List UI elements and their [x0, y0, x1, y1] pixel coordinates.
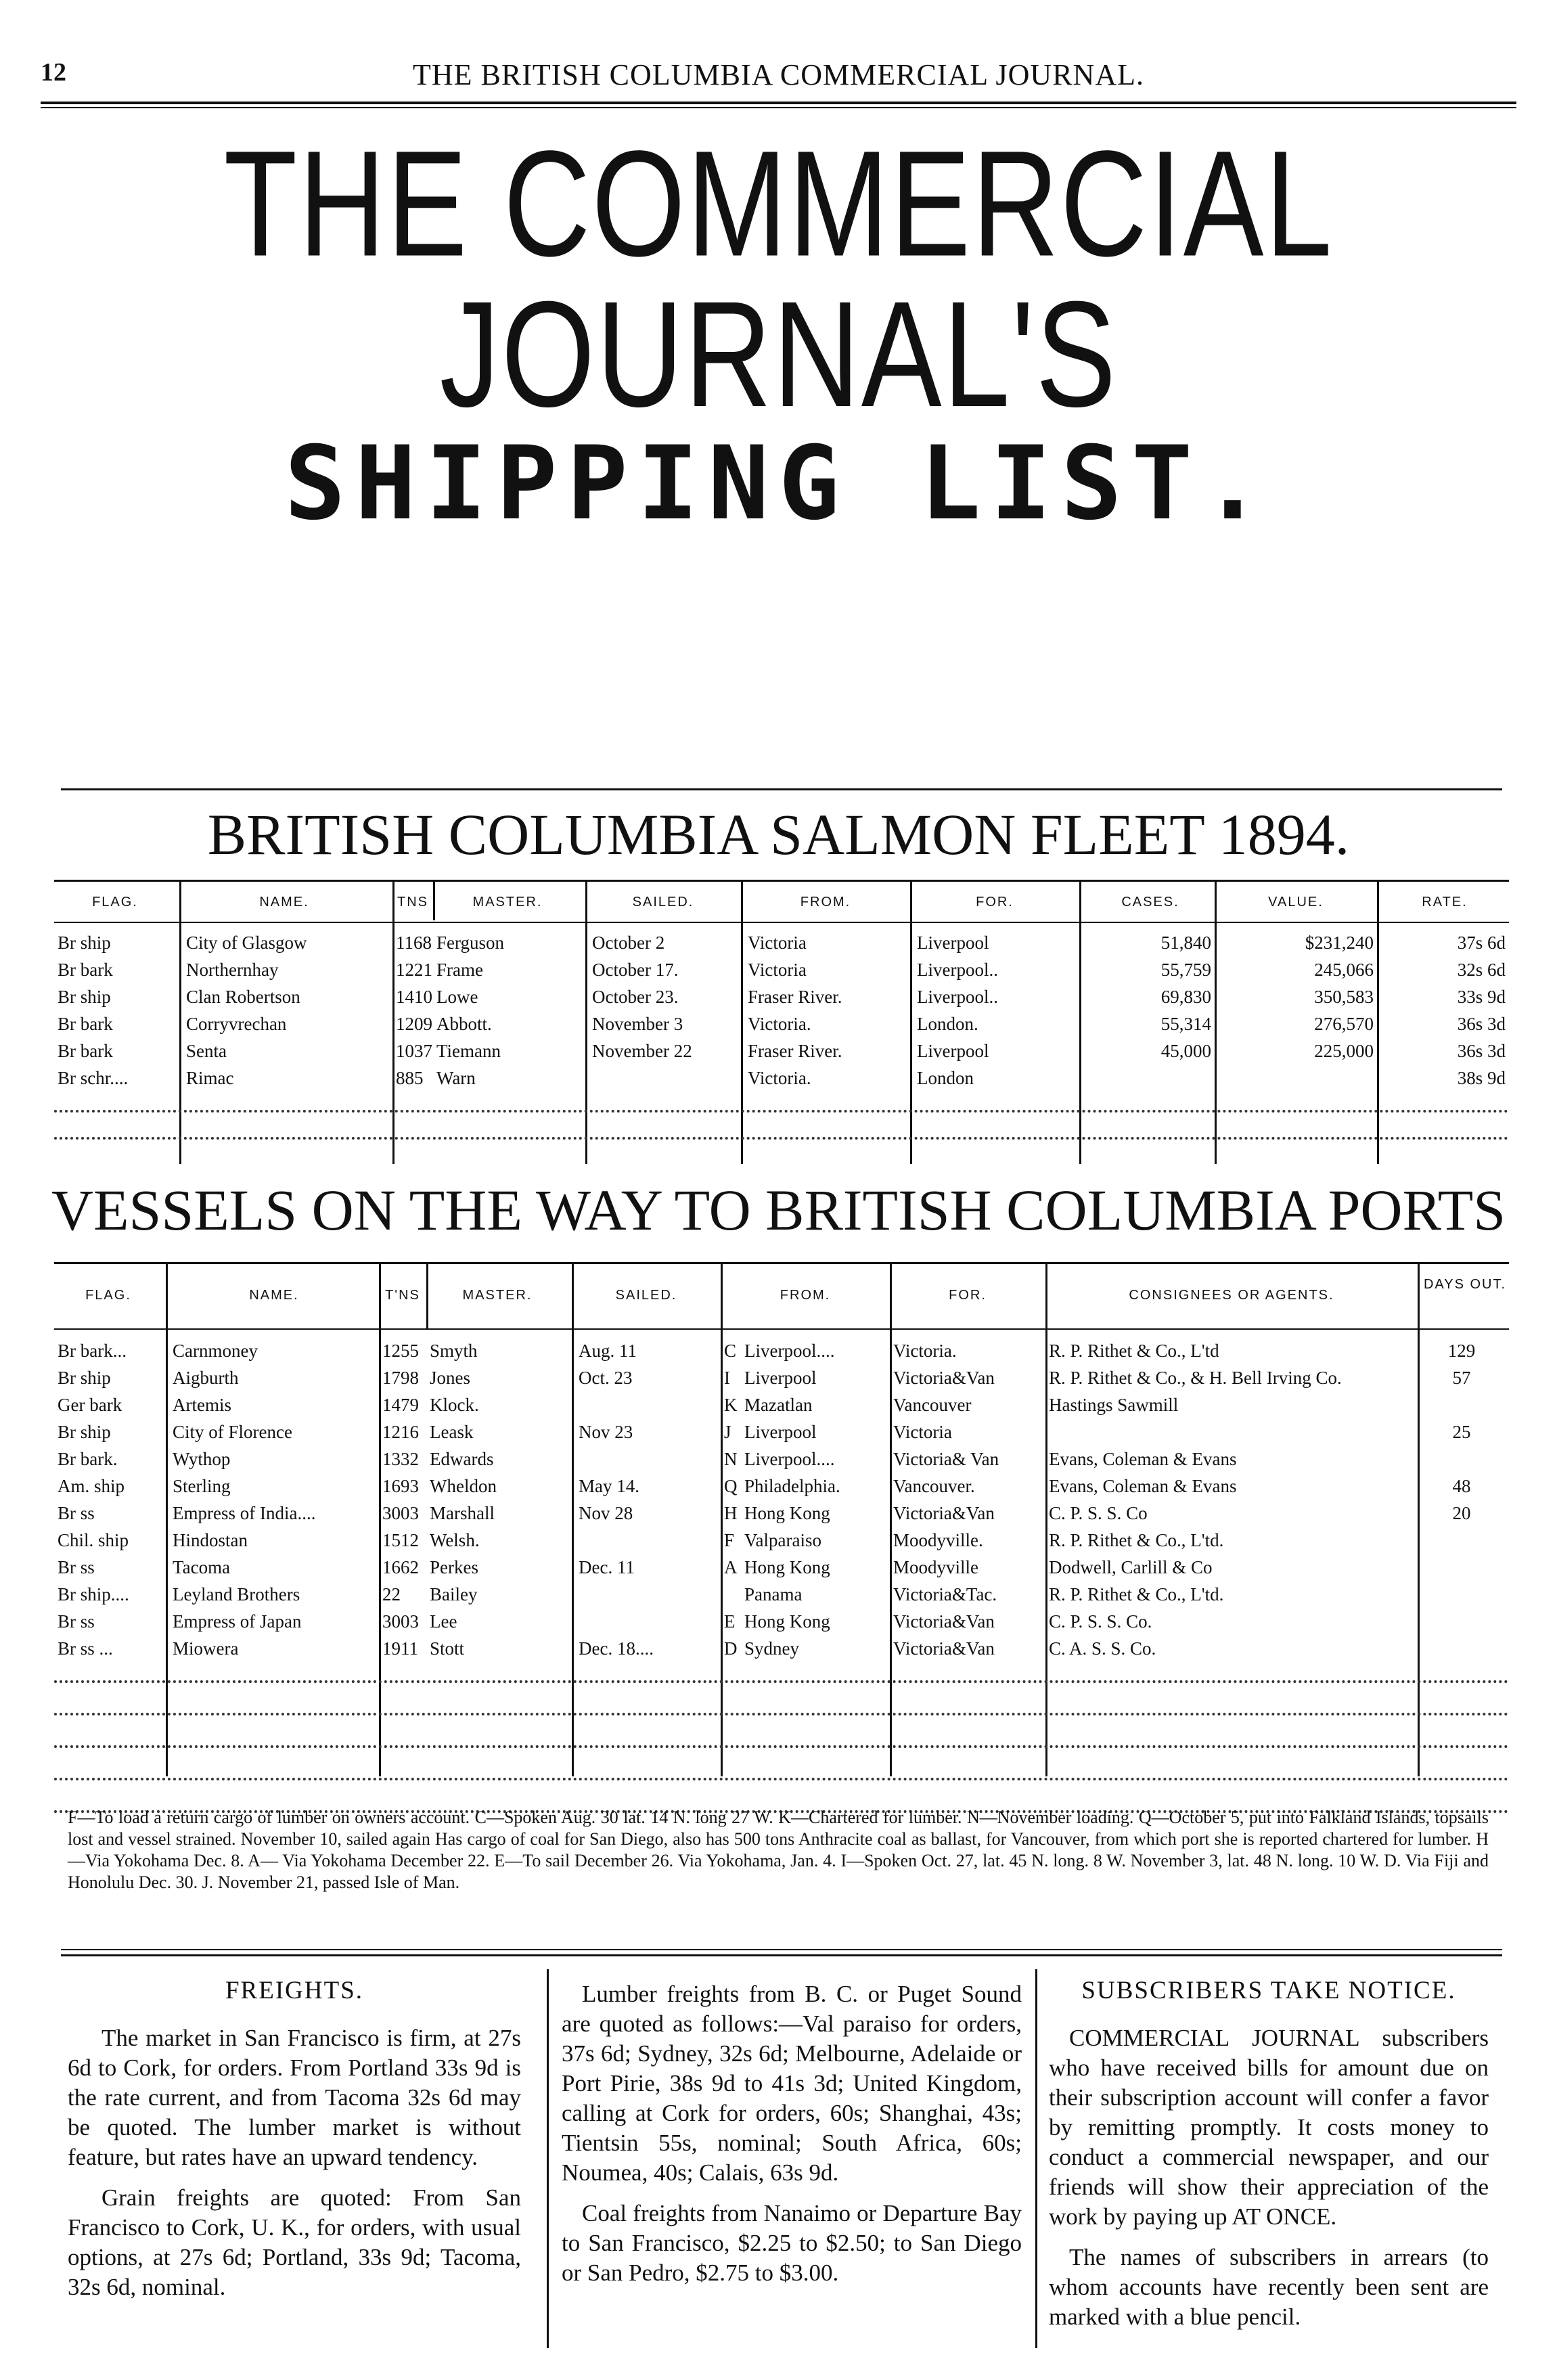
fleet-cell-flag: Br bark	[58, 1041, 113, 1061]
fleet-header-cases: CASES.	[1121, 895, 1179, 910]
subscribers-paragraph-1: COMMERCIAL JOURNAL subscribers who have received bills for amount due on their subscription account will confer a favor by remitting promptly. It costs money to conduct a commercial newspaper, and our friends will show their appreciation of the work by paying up AT ONCE.	[1049, 2025, 1489, 2230]
vessel-cell-consignees: Evans, Coleman & Evans	[1049, 1449, 1237, 1469]
vessels-footnote: F—To load a return cargo of lumber on owners account. C—Spoken Aug. 30 lat. 14 N. long 27 W. K—Chartered for lumber. N—November loading. Q—October 5, put into Falkland Islands, topsails lost and vessel strained. November 10, sailed again Has cargo of coal for San Diego, also has 500 tons Anthracite coal as ballast, for Vancouver, from which port she is reported chartered for lumber. H—Via Yokohama Dec. 8. A— Via Yokohama December 22. E—To sail December 26. Via Yokohama, Jan. 4. I—Spoken Oct. 27, lat. 45 N. long. 8 W. November 3, lat. 48 N. long. 10 W. D. Via Fiji and Honolulu Dec. 30. J. November 21, passed Isle of Man.	[68, 1808, 1489, 1892]
vessel-cell-tons: 1332	[382, 1449, 419, 1469]
vessel-cell-tons: 1216	[382, 1422, 419, 1442]
vessel-cell-for: Victoria	[893, 1422, 952, 1442]
fleet-cell-from: Fraser River.	[748, 987, 842, 1007]
fleet-cell-rate: 37s 6d	[1457, 933, 1506, 953]
fleet-cell-flag: Br schr....	[58, 1068, 129, 1088]
fleet-header-rule	[54, 880, 1509, 882]
vessel-cell-days: 25	[1452, 1422, 1471, 1442]
subscribers-heading: SUBSCRIBERS TAKE NOTICE.	[1081, 1977, 1456, 2004]
fleet-col-sep	[585, 880, 587, 1164]
fleet-cell-rate: 36s 3d	[1457, 1014, 1506, 1034]
subscribers-column	[1049, 1976, 1489, 2343]
fleet-cell-from: Victoria.	[748, 1014, 811, 1034]
vessel-cell-from: Hong Kong	[744, 1557, 830, 1577]
fleet-cell-tons: 1410	[396, 987, 432, 1007]
vessel-cell-code: J	[724, 1422, 731, 1442]
vessel-cell-consignees: R. P. Rithet & Co., & H. Bell Irving Co.	[1049, 1368, 1342, 1388]
fleet-empty-row	[54, 1110, 1509, 1113]
vessel-cell-sailed: May 14.	[579, 1476, 639, 1496]
fleet-header-flag: FLAG.	[92, 895, 138, 910]
vessel-cell-code: C	[724, 1341, 737, 1361]
vessel-cell-name: Tacoma	[173, 1557, 231, 1577]
fleet-cell-for: Liverpool	[917, 1041, 989, 1061]
vessel-cell-master: Klock.	[430, 1395, 479, 1415]
vessel-cell-name: Empress of India....	[173, 1503, 316, 1523]
fleet-cell-value: 350,583	[1314, 987, 1374, 1007]
vessel-empty-row	[54, 1680, 1509, 1683]
fleet-cell-cases: 51,840	[1160, 933, 1211, 953]
vessel-cell-consignees: R. P. Rithet & Co., L'td	[1049, 1341, 1219, 1361]
vessel-cell-from: Hong Kong	[744, 1611, 830, 1632]
fleet-cell-name: Senta	[186, 1041, 227, 1061]
vessel-cell-flag: Br ss	[58, 1557, 95, 1577]
vessel-empty-row	[54, 1713, 1509, 1715]
vessel-cell-code: A	[724, 1557, 738, 1577]
vessel-cell-master: Smyth	[430, 1341, 478, 1361]
fleet-cell-for: Liverpool..	[917, 960, 998, 980]
vessel-cell-tons: 1512	[382, 1530, 419, 1550]
vessels-header-for: FOR.	[949, 1288, 987, 1303]
vessel-cell-consignees: Evans, Coleman & Evans	[1049, 1476, 1237, 1496]
vessels-header-tons: T'NS	[385, 1288, 420, 1303]
vessel-empty-row	[54, 1778, 1509, 1780]
lumber-freights-column	[562, 1979, 1022, 2299]
vessel-cell-days: 57	[1452, 1368, 1471, 1388]
vessel-cell-from: Liverpool	[744, 1368, 817, 1388]
fleet-header-for: FOR.	[976, 895, 1014, 910]
fleet-header-from: FROM.	[800, 895, 851, 910]
fleet-cell-from: Fraser River.	[748, 1041, 842, 1061]
vessel-cell-from: Sydney	[744, 1638, 799, 1659]
fleet-cell-for: London	[917, 1068, 974, 1088]
vessels-col-sep	[379, 1262, 381, 1776]
fleet-cell-from: Victoria	[748, 933, 807, 953]
vessel-cell-tons: 1693	[382, 1476, 419, 1496]
vessel-cell-from: Mazatlan	[744, 1395, 813, 1415]
bottom-section-rule-thick	[61, 1954, 1502, 1956]
vessel-cell-master: Marshall	[430, 1503, 495, 1523]
vessel-cell-master: Welsh.	[430, 1530, 480, 1550]
vessels-header-bottom-rule	[54, 1328, 1509, 1330]
fleet-header-value: VALUE.	[1268, 895, 1324, 910]
fleet-cell-master: Lowe	[436, 987, 478, 1007]
vessel-cell-from: Liverpool....	[744, 1449, 835, 1469]
fleet-cell-master: Tiemann	[436, 1041, 501, 1061]
vessel-cell-tons: 1662	[382, 1557, 419, 1577]
vessel-cell-flag: Ger bark	[58, 1395, 122, 1415]
freights-paragraph-1: The market in San Francisco is firm, at 27s 6d to Cork, for orders. From Portland 33s 9d is the rate current, and from Tacoma 32s 6d may be quoted. The lumber market is without feature, but rates have an upward tendency.	[68, 2025, 521, 2170]
vessels-header-from: FROM.	[780, 1288, 831, 1303]
vessel-cell-name: Miowera	[173, 1638, 239, 1659]
fleet-cell-rate: 33s 9d	[1457, 987, 1506, 1007]
fleet-header-bottom-rule	[54, 922, 1509, 923]
vessel-cell-code: D	[724, 1638, 738, 1659]
vessel-cell-name: Aigburth	[173, 1368, 239, 1388]
column-rule	[547, 1969, 549, 2348]
vessel-cell-consignees: C. A. S. S. Co.	[1049, 1638, 1156, 1659]
fleet-cell-tons: 1221	[396, 960, 432, 980]
vessel-cell-from: Panama	[744, 1584, 803, 1604]
vessel-cell-tons: 1911	[382, 1638, 418, 1659]
fleet-cell-flag: Br bark	[58, 1014, 113, 1034]
fleet-cell-sailed: November 3	[592, 1014, 683, 1034]
vessel-cell-flag: Br ship	[58, 1422, 111, 1442]
vessel-cell-flag: Br ss	[58, 1503, 95, 1523]
fleet-cell-rate: 32s 6d	[1457, 960, 1506, 980]
fleet-empty-row	[54, 1137, 1509, 1140]
vessel-cell-for: Moodyville.	[893, 1530, 983, 1550]
vessel-cell-sailed: Dec. 11	[579, 1557, 635, 1577]
vessel-cell-for: Victoria&Van	[893, 1638, 995, 1659]
vessel-cell-flag: Am. ship	[58, 1476, 125, 1496]
vessels-col-sep	[166, 1262, 168, 1776]
fleet-col-sep	[1377, 880, 1379, 1164]
vessel-cell-tons: 3003	[382, 1503, 419, 1523]
fleet-cell-rate: 36s 3d	[1457, 1041, 1506, 1061]
shipping-list-title: SHIPPING LIST.	[284, 425, 1273, 543]
vessel-cell-consignees: Dodwell, Carlill & Co	[1049, 1557, 1213, 1577]
vessel-cell-from: Liverpool	[744, 1422, 817, 1442]
vessels-header-days-out: DAYS OUT.	[1423, 1277, 1507, 1292]
vessel-cell-for: Vancouver	[893, 1395, 972, 1415]
vessel-cell-name: Wythop	[173, 1449, 231, 1469]
fleet-header-tons: TNS	[397, 895, 428, 910]
fleet-cell-cases: 45,000	[1160, 1041, 1211, 1061]
vessel-cell-master: Lee	[430, 1611, 457, 1632]
salmon-fleet-title: BRITISH COLUMBIA SALMON FLEET 1894.	[207, 802, 1350, 867]
vessel-cell-consignees: Hastings Sawmill	[1049, 1395, 1179, 1415]
fleet-cell-sailed: October 23.	[592, 987, 679, 1007]
vessel-cell-for: Victoria&Tac.	[893, 1584, 997, 1604]
vessels-header-sailed: SAILED.	[615, 1288, 677, 1303]
vessel-cell-master: Edwards	[430, 1449, 494, 1469]
fleet-cell-name: Northernhay	[186, 960, 279, 980]
vessels-col-sep	[890, 1262, 892, 1776]
fleet-cell-master: Frame	[436, 960, 483, 980]
fleet-cell-value: 276,570	[1314, 1014, 1374, 1034]
vessel-cell-code: I	[724, 1368, 730, 1388]
fleet-col-sep	[392, 880, 394, 1164]
vessel-cell-name: Sterling	[173, 1476, 231, 1496]
fleet-cell-tons: 1037	[396, 1041, 432, 1061]
vessel-cell-days: 129	[1447, 1341, 1476, 1361]
vessel-cell-consignees: R. P. Rithet & Co., L'td.	[1049, 1584, 1224, 1604]
vessel-cell-from: Hong Kong	[744, 1503, 830, 1523]
vessels-col-sep	[721, 1262, 723, 1776]
vessel-cell-code: Q	[724, 1476, 738, 1496]
vessel-cell-flag: Br ship....	[58, 1584, 129, 1604]
vessel-cell-sailed: Nov 23	[579, 1422, 633, 1442]
vessel-empty-row	[54, 1745, 1509, 1748]
fleet-col-sep	[179, 880, 181, 1164]
vessel-cell-master: Stott	[430, 1638, 465, 1659]
bottom-section-rule	[61, 1949, 1502, 1950]
vessels-col-sep	[426, 1262, 428, 1328]
vessel-cell-code: E	[724, 1611, 736, 1632]
vessel-cell-for: Moodyville	[893, 1557, 978, 1577]
fleet-cell-for: Liverpool	[917, 933, 989, 953]
page-number: 12	[41, 58, 66, 87]
fleet-cell-sailed: October 17.	[592, 960, 679, 980]
vessel-cell-tons: 3003	[382, 1611, 419, 1632]
vessel-cell-master: Jones	[430, 1368, 470, 1388]
vessels-header-consignees: CONSIGNEES OR AGENTS.	[1129, 1288, 1334, 1303]
fleet-cell-tons: 885	[396, 1068, 424, 1088]
fleet-cell-rate: 38s 9d	[1457, 1068, 1506, 1088]
freights-paragraph-2: Grain freights are quoted: From San Francisco to Cork, U. K., for orders, with usual options, at 27s 6d; Portland, 33s 9d; Tacoma, 32s 6d, nominal.	[68, 2184, 521, 2300]
vessel-cell-for: Victoria& Van	[893, 1449, 999, 1469]
salmon-fleet-table	[54, 880, 1509, 1164]
vessel-cell-code: F	[724, 1530, 735, 1550]
vessel-cell-flag: Chil. ship	[58, 1530, 129, 1550]
fleet-cell-name: Corryvrechan	[186, 1014, 287, 1034]
vessel-cell-flag: Br ss	[58, 1611, 95, 1632]
vessels-col-sep	[1045, 1262, 1047, 1776]
fleet-col-sep	[910, 880, 912, 1164]
fleet-cell-for: London.	[917, 1014, 978, 1034]
vessel-cell-sailed: Oct. 23	[579, 1368, 633, 1388]
fleet-cell-flag: Br bark	[58, 960, 113, 980]
lumber-paragraph-1: Lumber freights from B. C. or Puget Sound are quoted as follows:—Val paraiso for orders, 37s 6d; Sydney, 32s 6d; Melbourne, Adelaide or Port Pirie, 38s 9d to 41s 3d; United Kingdom, calling at Cork for orders, 60s; Shanghai, 43s; Tientsin 55s, nominal; South Africa, 60s; Noumea, 40s; Calais, 63s 9d.	[562, 1981, 1022, 2186]
vessels-title: VESSELS ON THE WAY TO BRITISH COLUMBIA PORTS	[51, 1177, 1506, 1242]
fleet-cell-sailed: October 2	[592, 933, 665, 953]
vessel-cell-consignees: R. P. Rithet & Co., L'td.	[1049, 1530, 1224, 1550]
vessel-cell-for: Victoria&Van	[893, 1503, 995, 1523]
vessel-cell-name: City of Florence	[173, 1422, 292, 1442]
fleet-cell-cases: 69,830	[1160, 987, 1211, 1007]
vessel-cell-tons: 1798	[382, 1368, 419, 1388]
coal-paragraph: Coal freights from Nanaimo or Departure Bay to San Francisco, $2.25 to $2.50; to San Diego or San Pedro, $2.75 to $3.00.	[562, 2200, 1022, 2286]
vessel-cell-sailed: Dec. 18....	[579, 1638, 654, 1659]
vessel-cell-days: 20	[1452, 1503, 1471, 1523]
fleet-cell-name: City of Glasgow	[186, 933, 307, 953]
masthead-title: THE COMMERCIAL JOURNAL'S	[223, 119, 1334, 439]
vessels-header-name: NAME.	[249, 1288, 299, 1303]
vessel-cell-flag: Br ss ...	[58, 1638, 113, 1659]
fleet-cell-value: 245,066	[1314, 960, 1374, 980]
fleet-cell-master: Abbott.	[436, 1014, 492, 1034]
vessels-header-rule	[54, 1262, 1509, 1264]
fleet-cell-master: Warn	[436, 1068, 476, 1088]
vessel-cell-master: Perkes	[430, 1557, 478, 1577]
head-rule-thin	[41, 107, 1516, 108]
vessel-cell-from: Liverpool....	[744, 1341, 835, 1361]
fleet-cell-for: Liverpool..	[917, 987, 998, 1007]
vessel-cell-master: Leask	[430, 1422, 474, 1442]
fleet-col-sep	[741, 880, 743, 1164]
vessel-cell-flag: Br bark...	[58, 1341, 127, 1361]
vessel-cell-from: Philadelphia.	[744, 1476, 840, 1496]
vessel-cell-sailed: Aug. 11	[579, 1341, 637, 1361]
vessel-cell-flag: Br ship	[58, 1368, 111, 1388]
fleet-top-rule	[61, 788, 1502, 790]
vessel-cell-from: Valparaiso	[744, 1530, 821, 1550]
vessels-header-flag: FLAG.	[85, 1288, 131, 1303]
vessel-cell-name: Leyland Brothers	[173, 1584, 300, 1604]
fleet-cell-cases: 55,759	[1160, 960, 1211, 980]
fleet-cell-flag: Br ship	[58, 987, 111, 1007]
vessel-cell-code: K	[724, 1395, 738, 1415]
vessels-col-sep	[1418, 1262, 1420, 1776]
fleet-cell-value: 225,000	[1314, 1041, 1374, 1061]
vessel-cell-flag: Br bark.	[58, 1449, 118, 1469]
fleet-cell-value: $231,240	[1305, 933, 1374, 953]
vessel-cell-for: Victoria.	[893, 1341, 957, 1361]
vessel-cell-consignees: C. P. S. S. Co.	[1049, 1611, 1152, 1632]
vessels-table	[54, 1262, 1509, 1776]
fleet-cell-sailed: November 22	[592, 1041, 692, 1061]
fleet-cell-tons: 1209	[396, 1014, 432, 1034]
fleet-header-sailed: SAILED.	[632, 895, 694, 910]
vessel-cell-tons: 1255	[382, 1341, 419, 1361]
fleet-cell-flag: Br ship	[58, 933, 111, 953]
fleet-cell-cases: 55,314	[1160, 1014, 1211, 1034]
vessel-cell-master: Wheldon	[430, 1476, 497, 1496]
fleet-header-rate: RATE.	[1422, 895, 1468, 910]
vessel-cell-code: H	[724, 1503, 738, 1523]
vessel-cell-consignees: C. P. S. S. Co	[1049, 1503, 1148, 1523]
vessel-cell-for: Vancouver.	[893, 1476, 975, 1496]
fleet-cell-name: Rimac	[186, 1068, 234, 1088]
vessel-cell-name: Carnmoney	[173, 1341, 258, 1361]
vessel-cell-sailed: Nov 28	[579, 1503, 633, 1523]
running-head	[41, 58, 1516, 98]
fleet-cell-name: Clan Robertson	[186, 987, 300, 1007]
vessel-cell-tons: 1479	[382, 1395, 419, 1415]
fleet-cell-from: Victoria.	[748, 1068, 811, 1088]
vessel-cell-name: Artemis	[173, 1395, 231, 1415]
vessel-cell-days: 48	[1452, 1476, 1471, 1496]
fleet-col-sep	[1079, 880, 1081, 1164]
freights-column	[68, 1976, 521, 2313]
freights-heading: FREIGHTS.	[225, 1977, 364, 2004]
vessel-cell-for: Victoria&Van	[893, 1368, 995, 1388]
column-rule	[1035, 1969, 1037, 2348]
vessel-cell-name: Hindostan	[173, 1530, 248, 1550]
journal-title: THE BRITISH COLUMBIA COMMERCIAL JOURNAL.	[413, 58, 1144, 91]
vessel-cell-tons: 22	[382, 1584, 401, 1604]
vessels-col-sep	[572, 1262, 574, 1776]
fleet-cell-tons: 1168	[396, 933, 432, 953]
subscribers-paragraph-2: The names of subscribers in arrears (to whom accounts have recently been sent are marked with a blue pencil.	[1049, 2244, 1489, 2330]
fleet-col-sep	[433, 880, 435, 920]
vessel-cell-name: Empress of Japan	[173, 1611, 302, 1632]
fleet-cell-master: Ferguson	[436, 933, 505, 953]
fleet-header-name: NAME.	[259, 895, 309, 910]
vessels-header-master: MASTER.	[462, 1288, 533, 1303]
fleet-col-sep	[1215, 880, 1217, 1164]
head-rule	[41, 102, 1516, 104]
fleet-cell-from: Victoria	[748, 960, 807, 980]
vessel-cell-for: Victoria&Van	[893, 1611, 995, 1632]
fleet-header-master: MASTER.	[472, 895, 543, 910]
vessel-cell-code: N	[724, 1449, 738, 1469]
vessel-cell-master: Bailey	[430, 1584, 478, 1604]
